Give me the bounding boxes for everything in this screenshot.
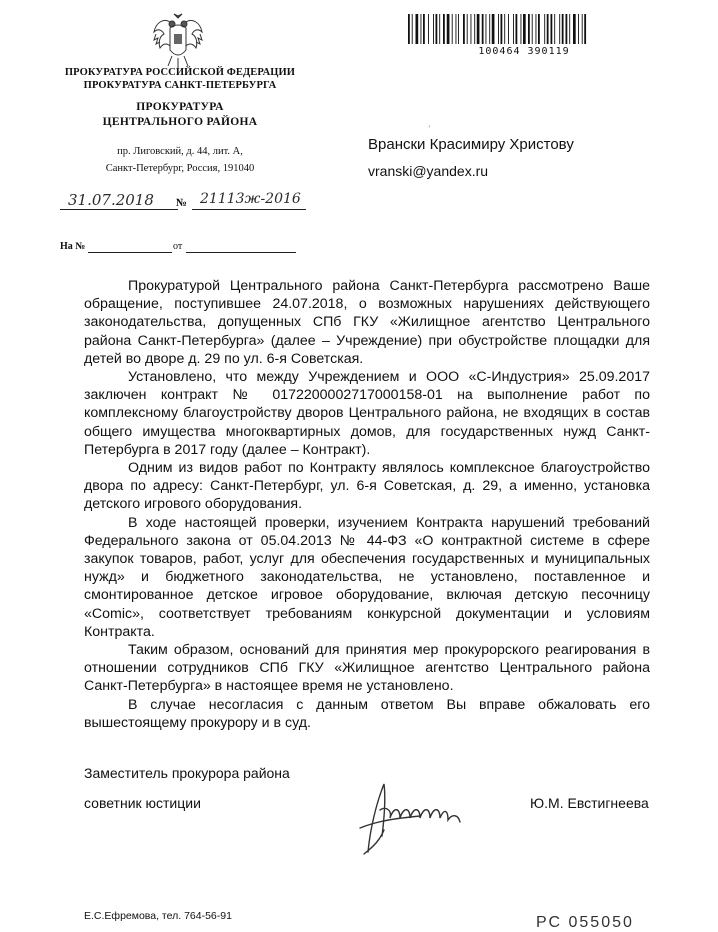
reference-line	[60, 241, 310, 255]
handwritten-number: 21113ж-2016	[200, 191, 301, 207]
ref-from-label: от	[173, 241, 183, 252]
org-line-2: ПРОКУРАТУРА САНКТ-ПЕТЕРБУРГА	[83, 80, 277, 91]
signer-title-1: Заместитель прокурора района	[84, 765, 290, 781]
ref-label: На №	[60, 241, 86, 252]
paragraph-3: Одним из видов работ по Контракту являлось комплексное благоустройство двора по адресу: Санкт-Петербург, ул. 6-я Советская, д. 29, а именно, установка детского игрового оборудования.	[84, 460, 650, 513]
district-line-2: ЦЕНТРАЛЬНОГО РАЙОНА	[102, 116, 258, 128]
address-block	[60, 143, 300, 177]
district-header	[60, 100, 300, 130]
organization-header	[60, 66, 300, 92]
recipient-name: Врански Красимиру Христову	[368, 136, 574, 153]
paragraph-6: В случае несогласия с данным ответом Вы вправе обжаловать его вышестоящему прокурору и в суд.	[84, 696, 650, 731]
letter-body	[84, 277, 650, 732]
signer-name: Ю.М. Евстигнеева	[530, 795, 649, 811]
recipient-email: vranski@yandex.ru	[368, 163, 489, 179]
barcode-number: 100464 390119	[478, 46, 570, 57]
paragraph-1: Прокуратурой Центрального района Санкт-Петербурга рассмотрено Ваше обращение, поступившее 24.07.2018, о возможных нарушениях действующего законодательства, допущенных СПб ГКУ «Жилищное агентство Центрального района Санкт-Петербурга» (далее – Учреждение) при обустройстве площадки для детей во дворе д. 29 по ул. 6-я Советская.	[84, 278, 650, 367]
district-line-1: ПРОКУРАТУРА	[136, 101, 224, 113]
paragraph-4: В ходе настоящей проверки, изучением Контракта нарушений требований Федерального закона от 05.04.2013 № 44-ФЗ «О контрактной системе в сфере закупок товаров, работ, услуг для обеспечения государственных и муниципальных нужд» и бюджетного законодательства, не установлено, поставленное и смонтированное детское игровое оборудование, включая детскую песочницу «Comic», соответствует требованиям конкурсной документации и условиям Контракта.	[84, 514, 650, 640]
signer-title-2: советник юстиции	[84, 795, 201, 811]
org-line-1: ПРОКУРАТУРА РОССИЙСКОЙ ФЕДЕРАЦИИ	[64, 67, 296, 78]
coat-of-arms-emblem-icon	[150, 12, 206, 70]
stray-mark: ’	[428, 124, 431, 133]
handwritten-date: 31.07.2018	[68, 191, 154, 209]
address-line-2: Санкт-Петербург, Россия, 191040	[105, 163, 255, 174]
outgoing-date-number	[60, 193, 310, 213]
form-serial-number: РС 055050	[536, 914, 634, 931]
number-sign: №	[176, 197, 188, 209]
paragraph-2: Установлено, что между Учреждением и ООО «С-Индустрия» 25.09.2017 заключен контракт № 0172200002717000158-01 на выполнение работ по комплексному благоустройству дворов Центрального района, не входящих в состав общего имущества многоквартирных домов, для государственных нужд Санкт-Петербурга в 2017 году (далее – Контракт).	[84, 369, 650, 458]
paragraph-5: Таким образом, оснований для принятия мер прокурорского реагирования в отношении сотрудников СПб ГКУ «Жилищное агентство Центрального района Санкт-Петербурга» в настоящее время не установлено.	[84, 642, 650, 695]
address-line-1: пр. Лиговский, д. 44, лит. А,	[117, 146, 243, 157]
handwritten-signature-icon	[340, 770, 490, 860]
executor-info: Е.С.Ефремова, тел. 764-56-91	[84, 910, 232, 922]
